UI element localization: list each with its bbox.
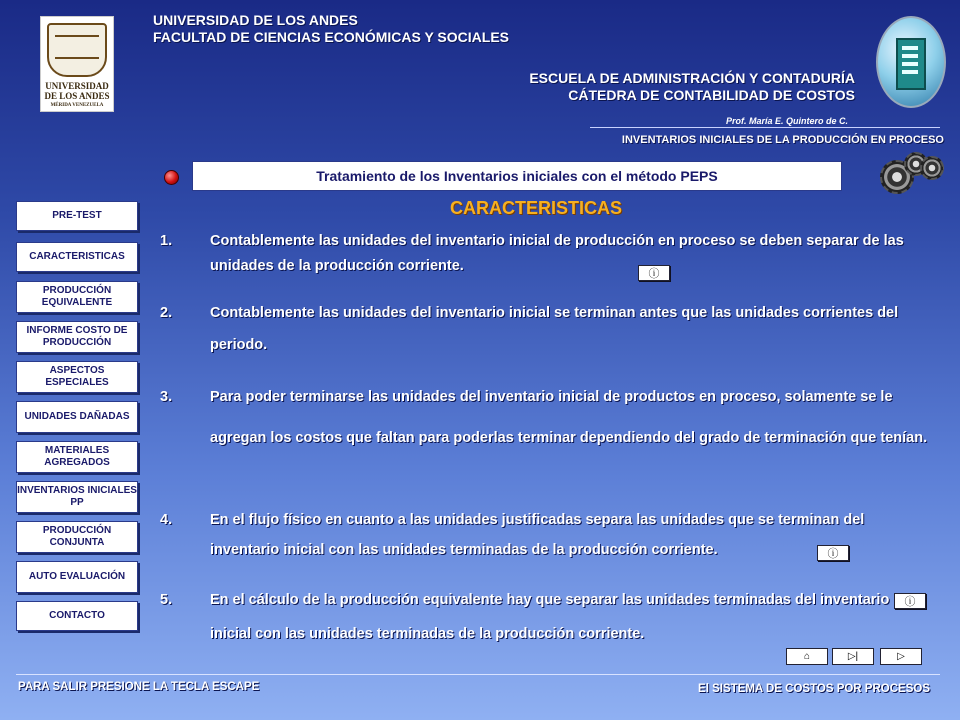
home-icon: ⌂: [803, 651, 811, 662]
nav-auto-evaluacion[interactable]: AUTO EVALUACIÓN: [16, 561, 138, 593]
next-button[interactable]: [880, 648, 922, 665]
nav-aspectos-especiales[interactable]: ASPECTOS ESPECIALES: [16, 361, 138, 393]
header-left: [153, 12, 509, 46]
header-right: [529, 70, 855, 104]
footer-divider: [16, 674, 940, 675]
list-item: [160, 583, 940, 643]
divider: [590, 127, 940, 128]
footer-system-name: El SISTEMA DE COSTOS POR PROCESOS: [698, 683, 930, 695]
item-text: En el flujo físico en cuanto a las unidades justificadas separa las unidades que se terminan del inventario inicial con las unidades terminadas de la producción corriente.: [210, 512, 865, 558]
gears-icon: [878, 152, 944, 194]
chair-name: CÁTEDRA DE CONTABILIDAD DE COSTOS: [568, 87, 855, 103]
item-number: 1.: [160, 233, 173, 249]
info-button[interactable]: ⓘ: [817, 545, 849, 561]
nav-caracteristicas[interactable]: CARACTERISTICAS: [16, 242, 138, 272]
logo-line1: UNIVERSIDAD: [45, 81, 109, 91]
nav-produccion-conjunta[interactable]: PRODUCCIÓN CONJUNTA: [16, 521, 138, 553]
university-logo: [40, 16, 114, 112]
item-text: Contablemente las unidades del inventario inicial de producción en proceso se deben separar de las unidades de la producción corriente.: [210, 233, 904, 274]
item-number: 4.: [160, 512, 173, 528]
item-text: Contablemente las unidades del inventario inicial se terminan antes que las unidades corrientes del periodo.: [210, 305, 899, 353]
item-number: 5.: [160, 592, 173, 608]
section-title: CARACTERISTICAS: [450, 198, 623, 218]
item-number: 2.: [160, 305, 173, 321]
footer-exit-hint: PARA SALIR PRESIONE LA TECLA ESCAPE: [18, 681, 260, 693]
nav-produccion-equivalente[interactable]: PRODUCCIÓN EQUIVALENTE: [16, 281, 138, 313]
item-text: Para poder terminarse las unidades del inventario inicial de productos en proceso, solamente se le agregan los costos que faltan para poderlas terminar dependiendo del grado de terminación que tenían.: [210, 389, 928, 446]
logo-text: [44, 81, 109, 111]
school-name: ESCUELA DE ADMINISTRACIÓN Y CONTADURÍA: [529, 70, 855, 86]
nav-informe-costo[interactable]: INFORME COSTO DE PRODUCCIÓN: [16, 321, 138, 353]
info-button[interactable]: ⓘ: [894, 593, 926, 609]
nav-contacto[interactable]: CONTACTO: [16, 601, 138, 631]
topic-title: Tratamiento de los Inventarios iniciales con el método PEPS: [192, 161, 842, 191]
bullet-icon: [164, 170, 179, 185]
last-slide-icon: ▷|: [847, 651, 859, 662]
faculty-name: FACULTAD DE CIENCIAS ECONÓMICAS Y SOCIALES: [153, 29, 509, 45]
next-icon: ▷: [897, 651, 905, 662]
nav-pre-test[interactable]: PRE-TEST: [16, 201, 138, 231]
nav-materiales-agregados[interactable]: MATERIALES AGREGADOS: [16, 441, 138, 473]
globe-building-icon: [876, 16, 946, 108]
item-text: En el cálculo de la producción equivalente hay que separar las unidades terminadas del inventario inicial con las unidades terminadas de la producción corriente.: [210, 592, 890, 642]
logo-line3: MÉRIDA VENEZUELA: [50, 103, 104, 108]
nav-inventarios-iniciales[interactable]: INVENTARIOS INICIALES PP: [16, 481, 138, 513]
item-number: 3.: [160, 389, 173, 405]
list-item: [160, 297, 940, 357]
list-item: [160, 229, 940, 279]
home-button[interactable]: [786, 648, 828, 665]
last-slide-button[interactable]: [832, 648, 874, 665]
section-heading: INVENTARIOS INICIALES DE LA PRODUCCIÓN EN PROCESO: [621, 134, 944, 146]
professor-name: Prof. María E. Quintero de C.: [725, 116, 848, 126]
list-item: [160, 377, 940, 477]
logo-line2: DE LOS ANDES: [44, 91, 110, 101]
university-name: UNIVERSIDAD DE LOS ANDES: [153, 12, 358, 28]
nav-unidades-danadas[interactable]: UNIDADES DAÑADAS: [16, 401, 138, 433]
info-button[interactable]: ⓘ: [638, 265, 670, 281]
crest-icon: [47, 23, 107, 77]
